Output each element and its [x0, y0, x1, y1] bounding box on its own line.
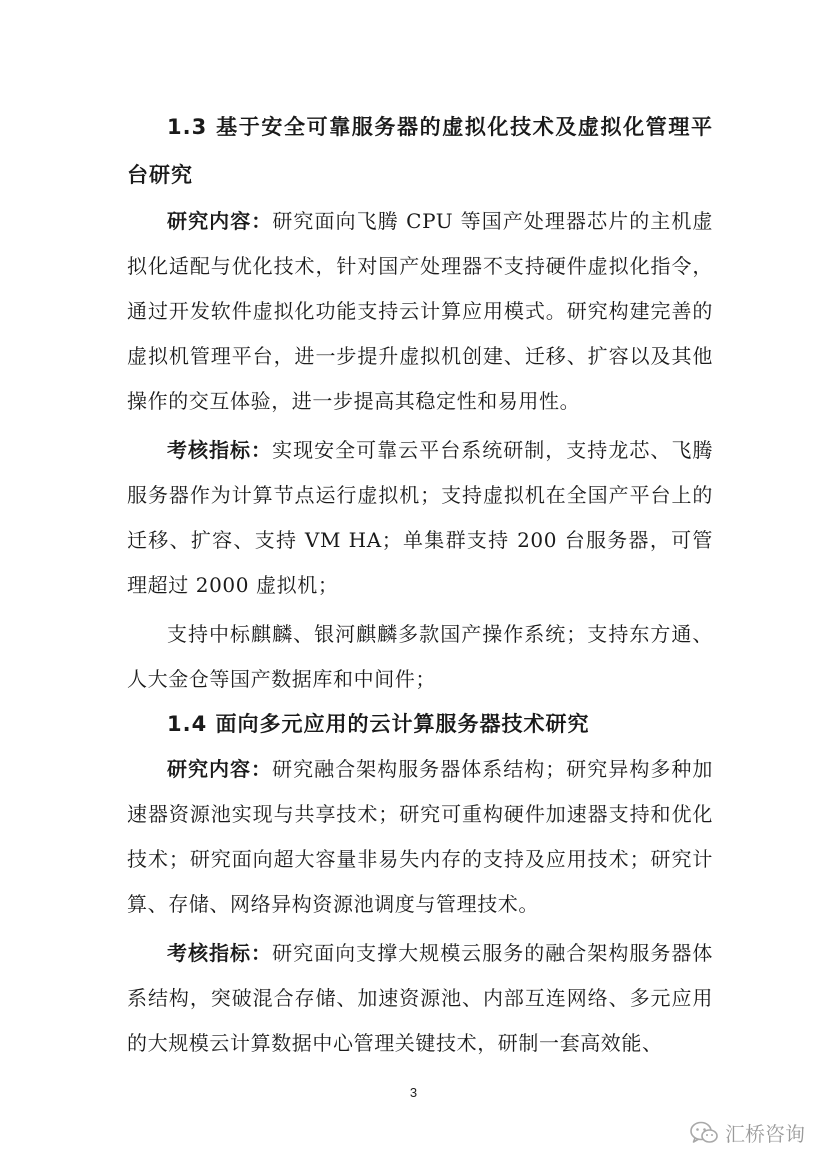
section-1-3-extra-paragraph: 支持中标麒麟、银河麒麟多款国产操作系统；支持东方通、人大金仓等国产数据库和中间件； — [127, 622, 713, 691]
section-1-3-assessment-index — [127, 428, 713, 608]
section-1-4-assessment-index — [127, 931, 713, 1066]
section-1-4-research-content — [127, 747, 713, 927]
page-number: 3 — [409, 1085, 418, 1100]
section-1-4-heading: 1.4 面向多元应用的云计算服务器技术研究 — [167, 712, 590, 736]
wechat-icon — [689, 1120, 719, 1146]
assessment-index-label: 考核指标： — [167, 438, 273, 462]
assessment-index-text: 研究面向支撑大规模云服务的融合架构服务器体系结构，突破混合存储、加速资源池、内部互连网络、多元应用的大规模云计算数据中心管理关键技术，研制一套高效能、 — [127, 941, 713, 1055]
assessment-index-label: 考核指标： — [167, 941, 273, 965]
research-content-text: 研究面向飞腾 CPU 等国产处理器芯片的主机虚拟化适配与优化技术，针对国产处理器不支持硬件虚拟化指令，通过开发软件虚拟化功能支持云计算应用模式。研究构建完善的虚拟机管理平台，进一步提升虚拟机创建、迁移、扩容以及其他操作的交互体验，进一步提高其稳定性和易用性。 — [127, 209, 714, 413]
document-body — [127, 103, 713, 1066]
assessment-index-text: 实现安全可靠云平台系统研制，支持龙芯、飞腾服务器作为计算节点运行虚拟机；支持虚拟机在全国产平台上的迁移、扩容、支持 VM HA；单集群支持 200 台服务器，可管理超过 2000 虚拟机； — [127, 438, 713, 597]
watermark — [689, 1118, 805, 1147]
section-1-3-heading: 1.3 基于安全可靠服务器的虚拟化技术及虚拟化管理平台研究 — [127, 115, 713, 187]
section-1-3-research-content — [127, 199, 713, 424]
watermark-text: 汇桥咨询 — [725, 1122, 805, 1146]
research-content-text: 研究融合架构服务器体系结构；研究异构多种加速器资源池实现与共享技术；研究可重构硬件加速器支持和优化技术；研究面向超大容量非易失内存的支持及应用技术；研究计算、存储、网络异构资源池调度与管理技术。 — [127, 757, 713, 916]
research-content-label: 研究内容： — [167, 209, 273, 233]
research-content-label: 研究内容： — [167, 757, 273, 781]
